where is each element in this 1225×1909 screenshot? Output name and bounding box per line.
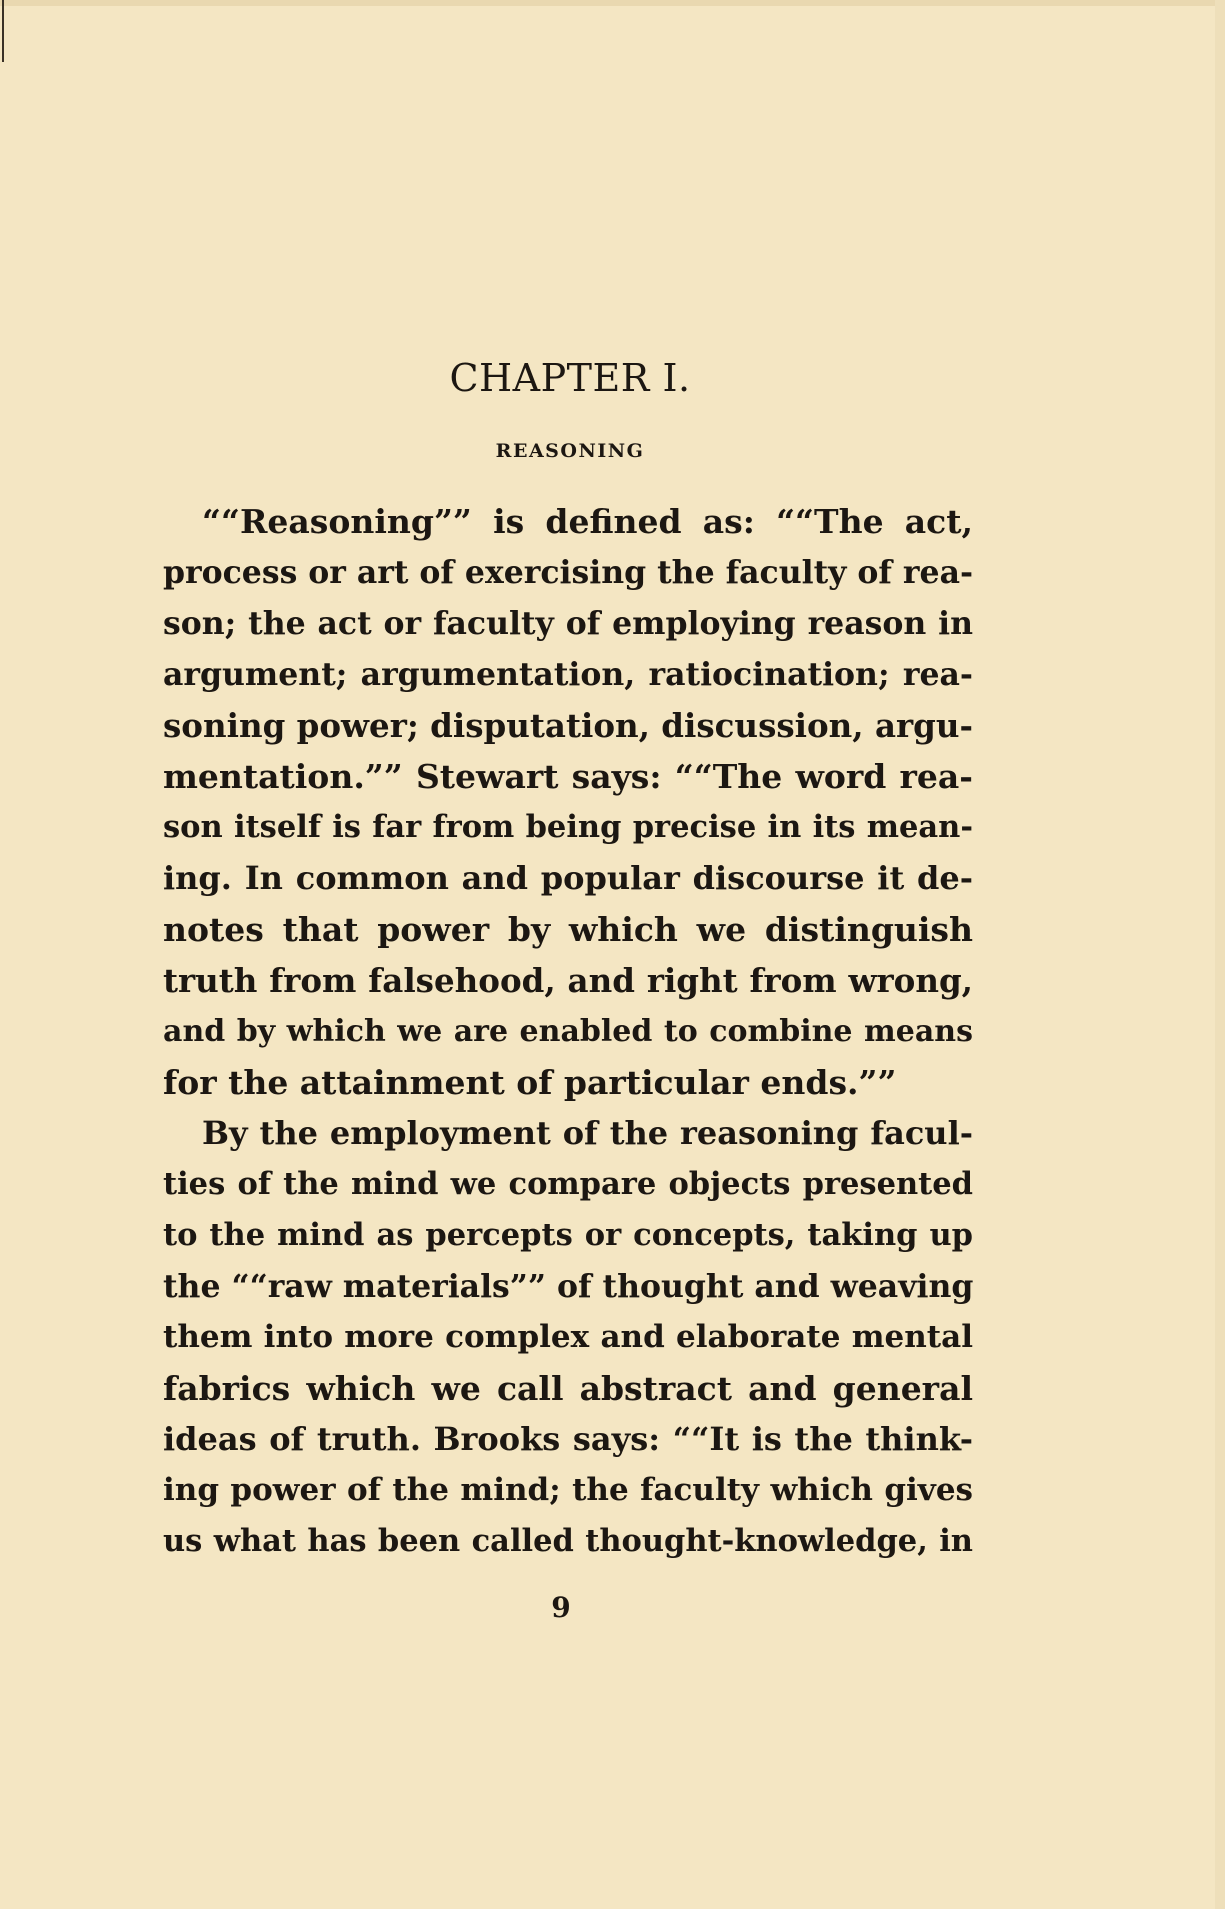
text-line: and by which we are enabled to combine means [163,1014,973,1049]
body-text [163,496,973,1567]
text-line: ing power of the mind; the faculty which gives [163,1472,973,1508]
page-left-edge-mark [2,0,4,62]
chapter-title: CHAPTER I. [449,356,691,400]
paragraph-1 [163,496,973,1108]
text-line: truth from falsehood, and right from wrong, [163,961,973,1000]
text-line: soning power; disputation, discussion, argu- [163,706,973,745]
text-line: argument; argumentation, ratiocination; rea- [163,656,973,693]
text-line: process or art of exercising the faculty of rea- [163,554,974,591]
text-line: son itself is far from being precise in its mean- [163,809,973,845]
text-line: to the mind as percepts or concepts, taking up [163,1217,973,1253]
paragraph-2 [163,1108,973,1567]
text-line: ““Reasoning”” is defined as: ““The act, [202,502,973,541]
text-line: ing. In common and popular discourse it de- [163,859,973,897]
text-line: mentation.”” Stewart says: ““The word rea- [163,757,973,796]
text-line: fabrics which we call abstract and general [163,1369,973,1408]
text-line: the ““raw materials”” of thought and weaving [163,1268,974,1305]
text-line: son; the act or faculty of employing reason in [163,605,973,642]
text-line: them into more complex and elaborate mental [163,1319,973,1355]
page-top-edge [0,0,1225,6]
page-right-edge [1215,0,1225,1909]
text-line: ties of the mind we compare objects presented [163,1166,973,1202]
text-line: notes that power by which we distinguish [163,910,973,949]
section-title: REASONING [495,440,645,462]
text-line: ideas of truth. Brooks says: ““It is the think- [163,1420,973,1458]
page-number: 9 [551,1591,571,1624]
text-line: us what has been called thought-knowledge, in [163,1523,973,1559]
text-line: By the employment of the reasoning facul- [202,1114,973,1152]
text-line: for the attainment of particular ends.”” [163,1063,897,1102]
